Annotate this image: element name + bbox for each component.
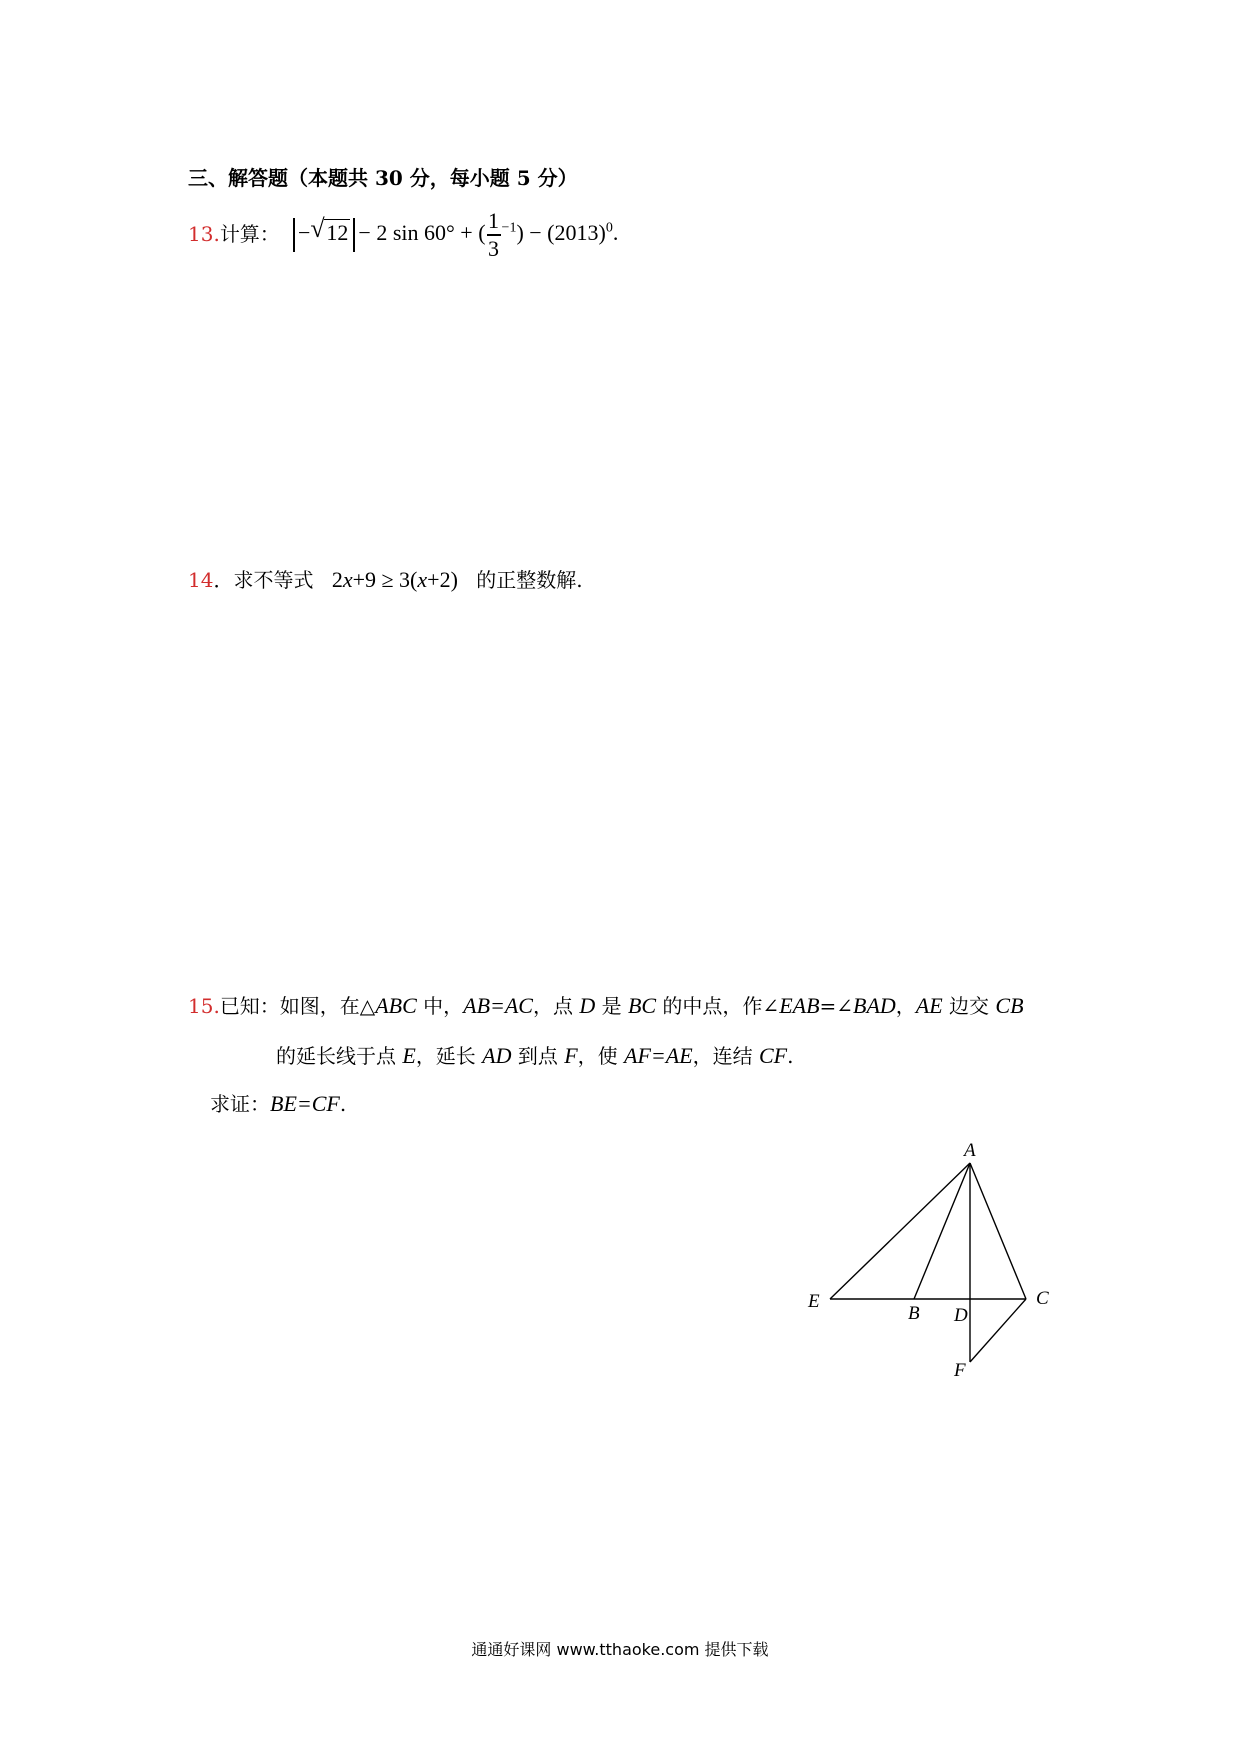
abs-bar-right [353,218,355,252]
math-text: AF=AE [624,1043,693,1068]
text: ，连结 [692,1044,759,1068]
text: 是 [595,994,628,1018]
text: 边交 [942,994,996,1018]
question-15-line-1 [188,990,1024,1019]
math-text: AB=AC [463,993,533,1018]
fraction-denominator: 3 [488,235,500,261]
minus-sign: − [298,219,311,245]
math-text: F [564,1043,578,1068]
text: . [787,1044,794,1068]
question-15-number: 15. [188,994,220,1018]
math-text: EAB [779,993,820,1018]
text: 的延长线于点 [276,1044,403,1068]
math-text: AD [482,1043,512,1068]
math-text: CB [995,993,1024,1018]
text: =∠ [819,994,854,1018]
segment-ae [830,1163,970,1299]
question-13-prompt: 计算： [219,222,280,246]
math-text: ABC [375,993,417,1018]
label-a: A [964,1140,976,1161]
label-e: E [808,1291,820,1312]
label-b: B [908,1303,920,1324]
label-c: C [1036,1288,1049,1309]
period: . [612,219,619,245]
exponent-zero: 0 [605,220,613,236]
math-text: BE=CF [270,1091,340,1116]
text: 中， [416,994,464,1018]
question-14-prompt: ．求不等式 [213,568,314,592]
question-13-number: 13. [188,222,220,246]
exponent-neg-one: −1 [501,220,517,236]
expr-part: +2) [427,567,458,592]
fraction-numerator: 1 [488,208,500,233]
question-14-suffix: 的正整数解. [476,568,583,592]
var-x: x [417,567,428,592]
math-text: E [402,1043,416,1068]
math-text: CF [759,1043,788,1068]
radicand: 12 [326,219,349,245]
term-3: ) − (2013) [516,219,606,245]
text: ，使 [577,1044,625,1068]
term-2: − 2 sin 60° + ( [358,219,486,245]
fraction-one-third [487,210,501,260]
label-d: D [954,1305,968,1326]
section-title: 三、解答题（本题共 30 分，每小题 5 分） [188,166,578,190]
question-13 [188,218,280,247]
math-text: BC [627,993,657,1018]
question-15-line-3 [210,1088,346,1117]
footer-text: 通通好课网 www.tthaoke.com 提供下载 [471,1640,769,1659]
question-14 [188,564,583,593]
text: . [339,1092,347,1116]
text: 求证： [210,1092,270,1116]
triangle-diagram [800,1140,1080,1380]
segment-ac [970,1163,1026,1299]
sqrt [310,213,350,246]
text: 的中点，作∠ [656,994,780,1018]
math-text: AE [915,993,943,1018]
question-14-number: 14 [188,568,214,592]
abs-bar-left [293,218,295,252]
expr-part: 2 [331,567,343,592]
text: 已知：如图，在△ [219,994,376,1018]
math-text: D [579,993,596,1018]
segment-cf [970,1299,1026,1362]
text: ，延长 [415,1044,483,1068]
sqrt-sign: √ [310,213,325,243]
expr-part: +9 ≥ 3( [352,567,418,592]
var-x: x [342,567,353,592]
question-15-line-2 [276,1040,793,1069]
text: ，点 [532,994,580,1018]
question-14-expression [332,567,458,592]
label-f: F [954,1360,966,1380]
text: 到点 [511,1044,565,1068]
segment-ab [914,1163,970,1299]
math-text: BAD [853,993,896,1018]
question-13-expression [290,210,618,260]
text: ， [895,994,916,1018]
